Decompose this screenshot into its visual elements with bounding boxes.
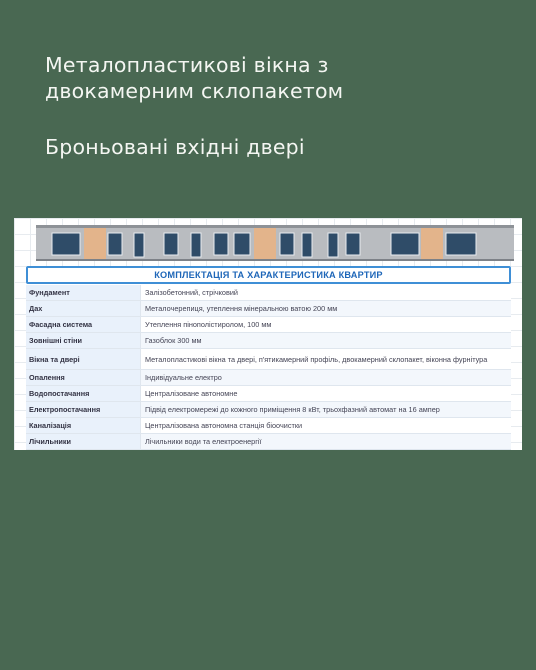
row-label: Водопостачання [26, 386, 141, 401]
row-label: Лічильники [26, 434, 141, 449]
row-value: Підвід електромережі до кожного приміщення 8 кВт, трьохфазний автомат на 16 ампер [141, 402, 511, 417]
row-label: Каналізація [26, 418, 141, 433]
row-label: Фундамент [26, 285, 141, 300]
row-label: Дах [26, 301, 141, 316]
table-row [26, 386, 511, 402]
table-body [26, 285, 511, 450]
headline-windows [45, 52, 343, 104]
row-value: Централізоване автономне [141, 386, 511, 401]
table-title: КОМПЛЕКТАЦІЯ ТА ХАРАКТЕРИСТИКА КВАРТИР [26, 266, 511, 284]
specification-sheet-image [14, 218, 522, 450]
table-row [26, 402, 511, 418]
table-row [26, 418, 511, 434]
headline-line-2: двокамерним склопакетом [45, 79, 344, 103]
row-value: Індивідуальне електро [141, 370, 511, 385]
row-label: Опалення [26, 370, 141, 385]
table-row [26, 333, 511, 349]
row-value: Металочерепиця, утеплення мінеральною ватою 200 мм [141, 301, 511, 316]
row-label: Фасадна система [26, 317, 141, 332]
row-value: Залізобетонний, стрічковий [141, 285, 511, 300]
row-value: Металопластикові вікна та двері, п'ятикамерний профіль, двокамерний склопакет, віконна фурнітура [141, 349, 511, 369]
row-value: Централізована автономна станція біоочистки [141, 418, 511, 433]
table-row [26, 285, 511, 301]
table-row [26, 301, 511, 317]
table-row [26, 349, 511, 370]
row-value: Лічильники води та електроенергії [141, 434, 511, 449]
headline-line-1: Металопластикові вікна з [45, 53, 329, 77]
table-row [26, 317, 511, 333]
row-label: Електропостачання [26, 402, 141, 417]
row-label: Зовнішні стіни [26, 333, 141, 348]
headline-doors: Броньовані вхідні двері [45, 135, 305, 159]
row-label: Вікна та двері [26, 349, 141, 369]
building-facade-illustration [36, 223, 514, 263]
row-value: Утеплення пінополістиролом, 100 мм [141, 317, 511, 332]
row-value: Газоблок 300 мм [141, 333, 511, 348]
table-row [26, 434, 511, 450]
apartment-specification-table [26, 266, 511, 450]
table-row [26, 370, 511, 386]
